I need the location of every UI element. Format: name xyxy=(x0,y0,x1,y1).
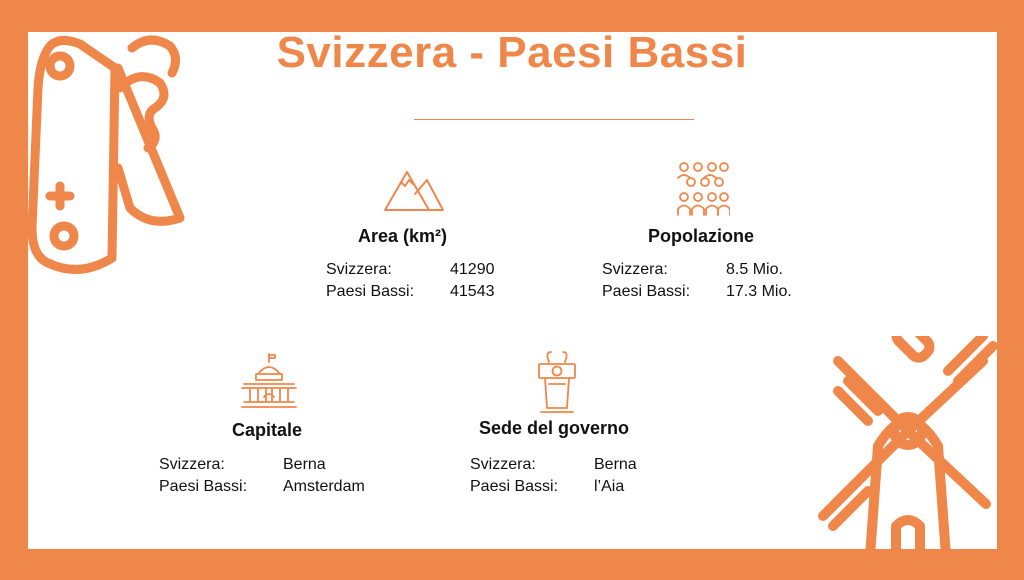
page-title: Svizzera - Paesi Bassi xyxy=(276,28,748,77)
row-value: 8.5 Mio. xyxy=(726,261,783,278)
row-value: l’Aia xyxy=(594,478,625,495)
row-label: Paesi Bassi: xyxy=(159,478,248,495)
people-group-icon xyxy=(674,160,730,216)
row-value: 41290 xyxy=(450,261,495,278)
row-label: Paesi Bassi: xyxy=(602,283,691,300)
fact-heading: Capitale xyxy=(232,420,303,440)
row-label: Svizzera: xyxy=(470,456,536,473)
row-label: Svizzera: xyxy=(159,456,225,473)
row-label: Svizzera: xyxy=(326,261,392,278)
mountains-icon xyxy=(383,166,445,212)
row-label: Svizzera: xyxy=(602,261,668,278)
row-value: 17.3 Mio. xyxy=(726,283,792,300)
row-value: 41543 xyxy=(450,283,495,300)
row-value: Berna xyxy=(283,456,326,473)
row-value: Amsterdam xyxy=(283,478,365,495)
fact-heading: Sede del governo xyxy=(479,418,630,438)
fact-heading: Area (km²) xyxy=(358,226,448,246)
title-divider xyxy=(414,119,694,120)
podium-microphone-icon xyxy=(535,350,579,414)
windmill-icon xyxy=(808,336,1008,556)
row-value: Berna xyxy=(594,456,637,473)
capitol-building-icon xyxy=(240,352,298,410)
fact-heading: Popolazione xyxy=(648,226,755,246)
row-label: Paesi Bassi: xyxy=(326,283,415,300)
row-label: Paesi Bassi: xyxy=(470,478,559,495)
